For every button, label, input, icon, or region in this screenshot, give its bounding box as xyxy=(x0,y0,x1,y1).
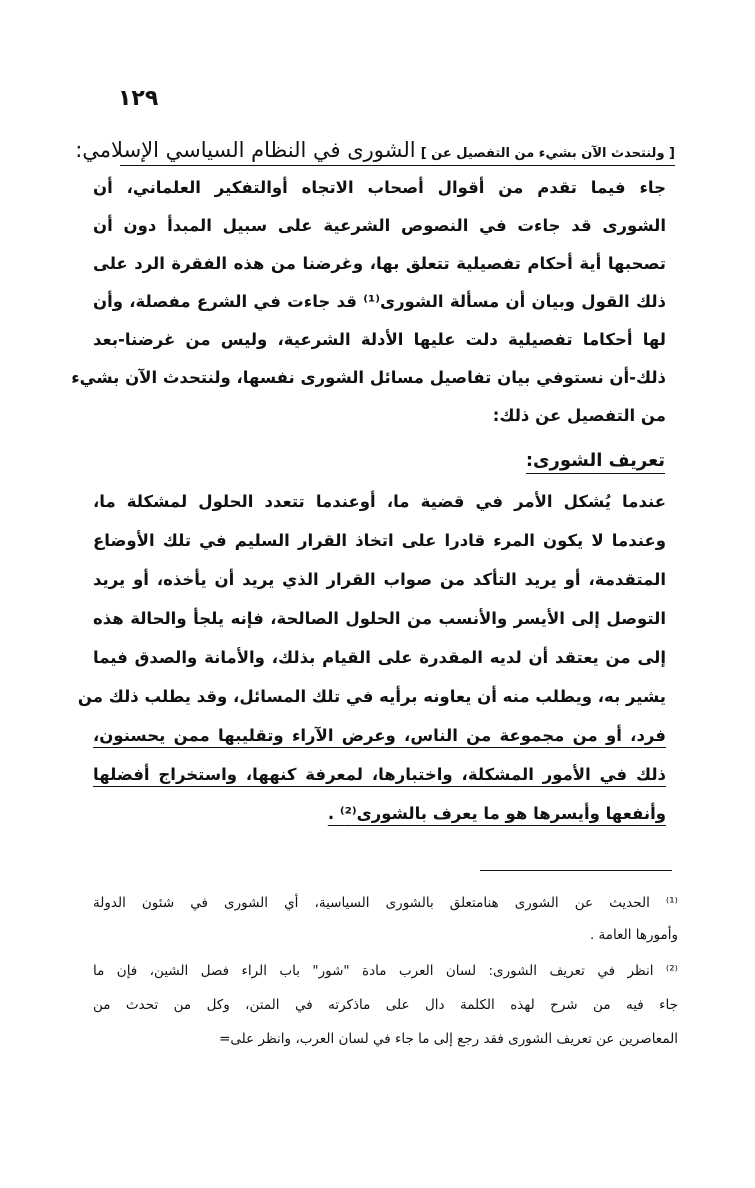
paragraph-1-line: ذلك القول وبيان أن مسألة الشورى⁽¹⁾ قد جاءت في الشرع مفصلة، وأن xyxy=(93,292,667,311)
paragraph-1-line: الشورى قد جاءت في النصوص الشرعية على سبيل المبدأ دون أن xyxy=(93,216,666,235)
subheading-definition: تعريف الشورى: xyxy=(526,450,665,474)
footnote-line: ⁽²⁾ انظر في تعريف الشورى: لسان العرب مادة "شور" باب الراء فصل الشين، فإن ما xyxy=(93,963,678,979)
footnote-line: وأمورها العامة . xyxy=(589,927,678,943)
paragraph-2 xyxy=(77,492,666,837)
heading-title: الشورى في النظام السياسي الإسلامي: xyxy=(75,138,416,162)
paragraph-2-line: عندما يُشكل الأمر في قضية ما، أوعندما تتعدد الحلول لمشكلة ما، xyxy=(93,492,666,511)
footnote-line: جاء فيه من شرح لهذه الكلمة دال على ماذكرته في المتن، وكل من تحدث من xyxy=(93,997,678,1013)
paragraph-1 xyxy=(71,178,667,448)
paragraph-2-line: ذلك في الأمور المشكلة، واختبارها، لمعرفة كنهها، واستخراج أفضلها xyxy=(93,765,666,784)
paragraph-2-line: المتقدمة، أو يريد التأكد من صواب القرار الذي يريد أن يأخذه، أو يريد xyxy=(93,570,666,589)
paragraph-2-line: إلى من يعتقد أن لديه المقدرة على القيام بذلك، والأمانة والصدق فيما xyxy=(93,648,666,667)
paragraph-2-line: يشير به، ويطلب منه أن يعاونه برأيه في تلك المسائل، وقد يطلب ذلك من xyxy=(77,687,666,706)
footnote-line: المعاصرين عن تعريف الشورى فقد رجع إلى ما جاء في لسان العرب، وانظر على= xyxy=(219,1031,678,1047)
footnotes xyxy=(93,895,678,1065)
paragraph-2-line: وأنفعها وأيسرها هو ما يعرف بالشورى⁽²⁾ . xyxy=(327,804,666,823)
paragraph-1-line: تصحبها أية أحكام تفصيلية تتعلق بها، وغرضنا من هذه الفقرة الرد على xyxy=(93,254,666,273)
footnote-line: ⁽¹⁾ الحديث عن الشورى هنامتعلق بالشورى السياسية، أي الشورى في شئون الدولة xyxy=(93,895,678,911)
footnote-separator xyxy=(480,870,672,871)
paragraph-2-line: فرد، أو من مجموعة من الناس، وعرض الآراء وتقليبها ممن يحسنون، xyxy=(93,726,666,745)
paragraph-2-line: وعندما لا يكون المرء قادرا على اتخاذ القرار السليم في تلك الأوضاع xyxy=(93,531,666,550)
page-number: ١٢٩ xyxy=(118,86,159,111)
paragraph-1-line: من التفصيل عن ذلك: xyxy=(492,406,666,425)
heading-intro: [ ولنتحدث الآن بشيء من التفصيل عن ] xyxy=(420,146,675,161)
section-heading xyxy=(75,138,675,166)
paragraph-2-line: التوصل إلى الأيسر والأنسب من الحلول الصالحة، فإنه يلجأ والحالة هذه xyxy=(93,609,666,628)
paragraph-1-line: جاء فيما تقدم من أقوال أصحاب الاتجاه أوالتفكير العلماني، أن xyxy=(93,178,666,197)
paragraph-1-line: ذلك-أن نستوفي بيان تفاصيل مسائل الشورى نفسها، ولنتحدث الآن بشيء xyxy=(71,368,666,387)
paragraph-1-line: لها أحكاما تفصيلية دلت عليها الأدلة الشرعية، وليس من غرضنا-بعد xyxy=(93,330,666,349)
